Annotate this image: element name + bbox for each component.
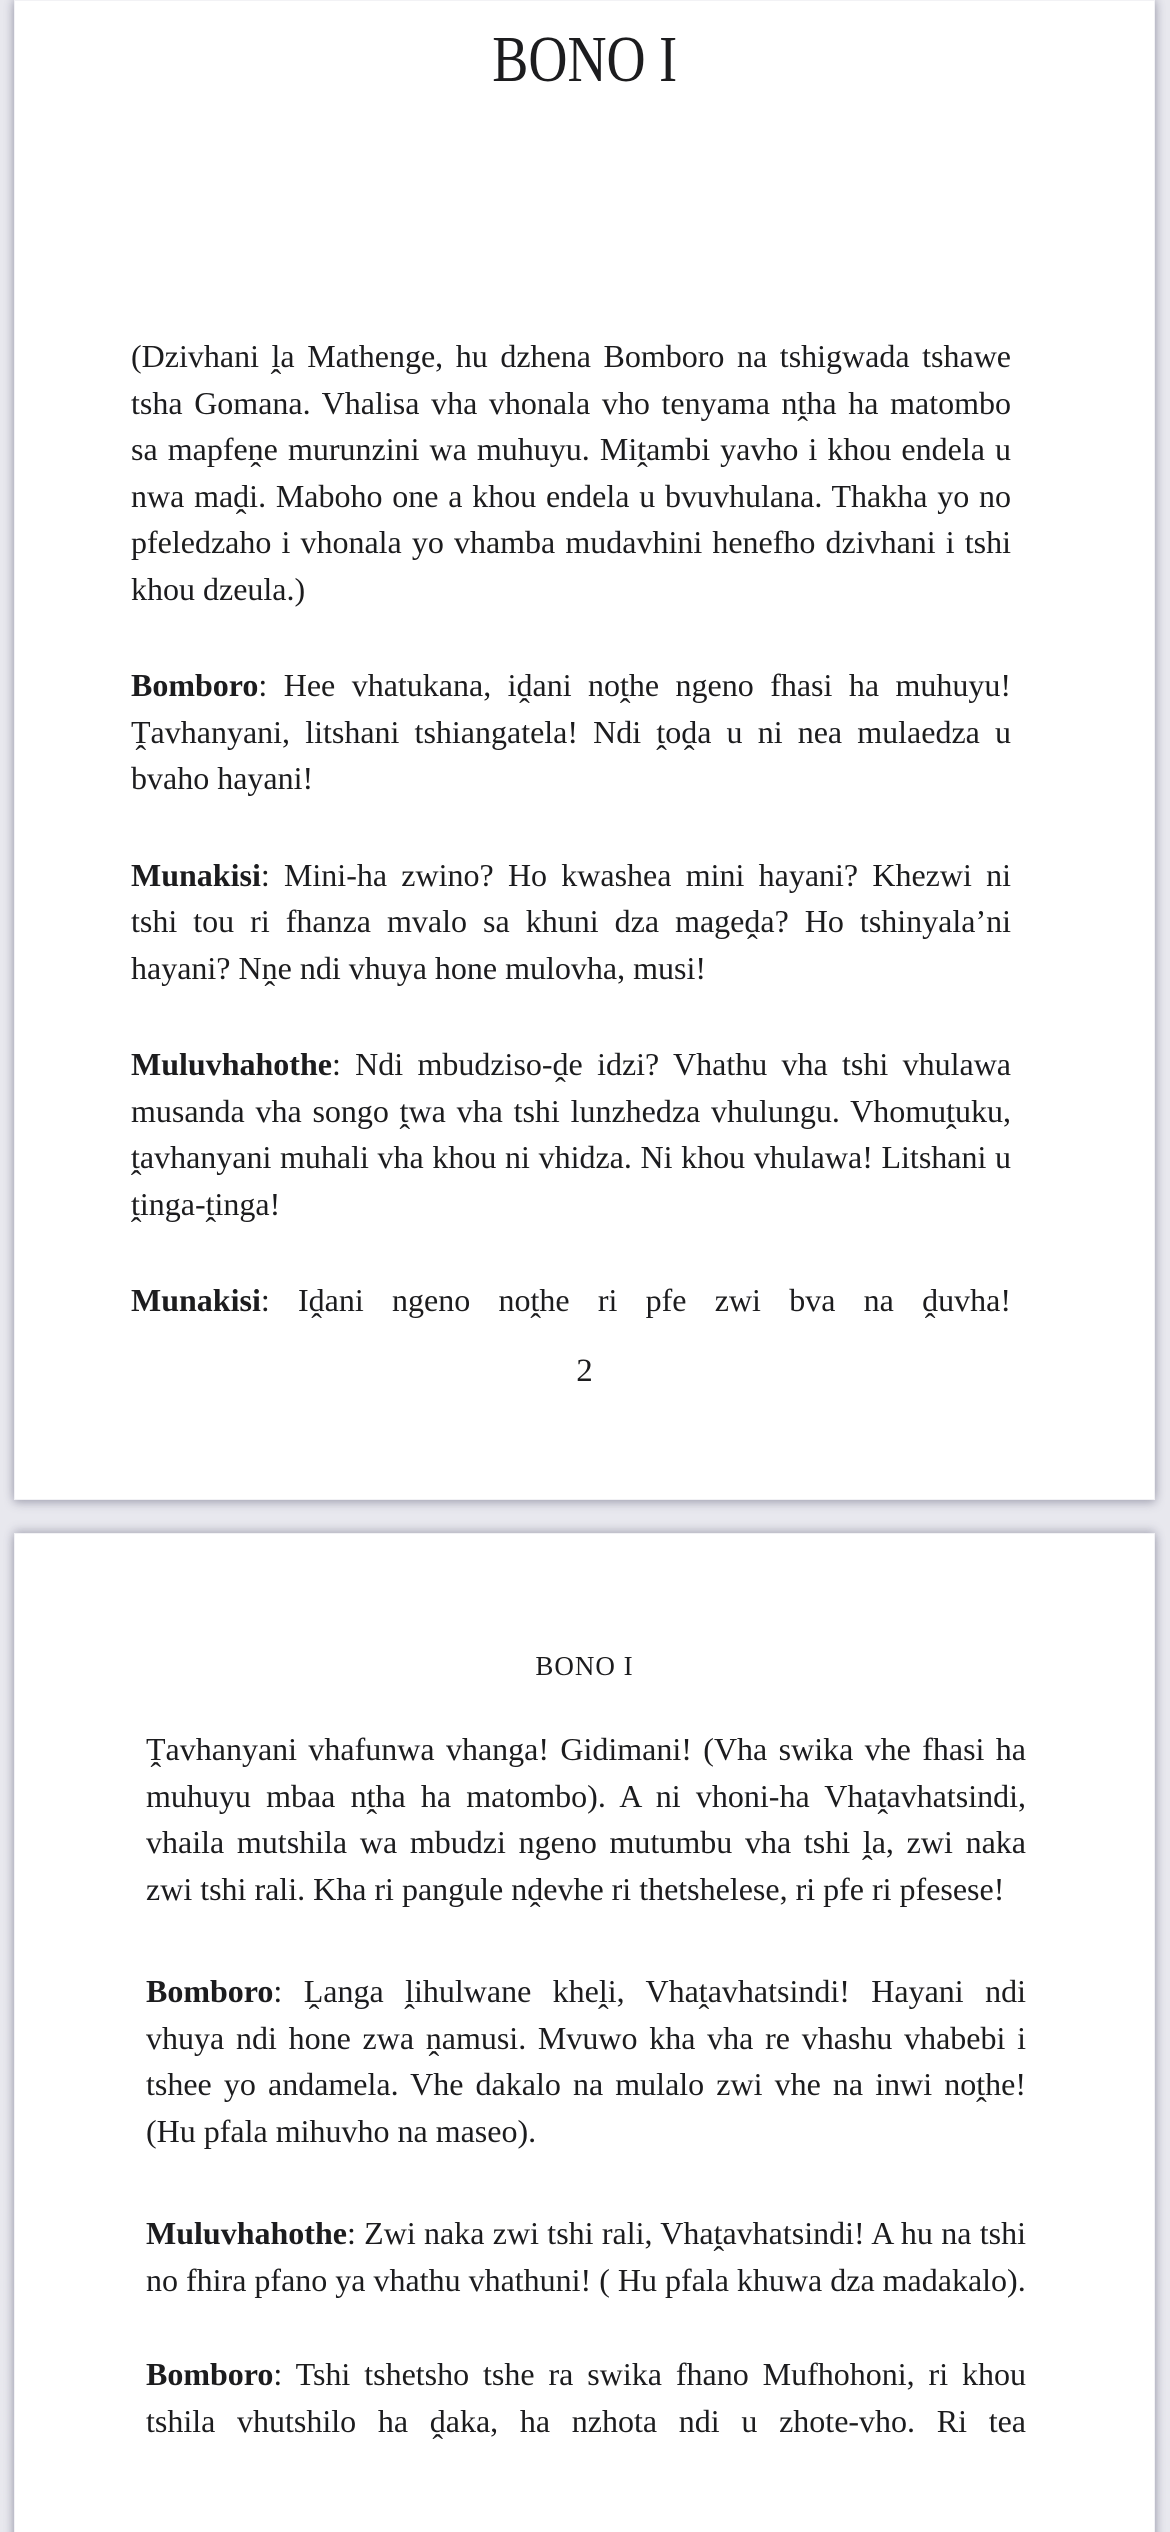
speaker-name: Munakisi <box>131 856 261 893</box>
dialogue-paragraph: Bomboro: Tshi tshetsho tshe ra swika fhano Mufhohoni, ri khou tshila vhutshilo ha ḓaka, ha nzhota ndi u zhote-vho. Ri tea <box>146 2356 1026 2439</box>
speaker-name: Bomboro <box>146 2356 274 2392</box>
dialogue-continuation-paragraph: Ṱavhanyani vhafunwa vhanga! Gidimani! (Vha swika vhe fhasi ha muhuyu mbaa nṱha ha matombo). A ni vhoni-ha Vhaṱavhatsindi, vhaila mutshila wa mbudzi ngeno mutumbu vha tshi ḽa, zwi naka zwi tshi rali. Kha ri pangule nḓevhe ri thetshelese, ri pfe ri pfesese! <box>146 1731 1026 1907</box>
speaker-name: Muluvhahothe <box>146 2215 347 2251</box>
dialogue-paragraph: Muluvhahothe: Zwi naka zwi tshi rali, Vhaṱavhatsindi! A hu na tshi no fhira pfano ya vhathu vhathuni! ( Hu pfala khuwa dza madakalo). <box>146 2215 1026 2298</box>
stage-direction-paragraph: (Dzivhani ḽa Mathenge, hu dzhena Bomboro na tshigwada tshawe tsha Gomana. Vhalisa vha vhonala vho tenyama nṱha ha matombo sa mapfeṋe murunzini wa muhuyu. Miṱambi yavho i khou endela u nwa maḓi. Maboho one a khou endela u bvuvhulana. Thakha yo no pfeledzaho i vhonala yo vhamba mudavhini henefho dzivhani i tshi khou dzeula.) <box>131 338 1011 607</box>
dialogue-paragraph: Munakisi: Iḓani ngeno noṱhe ri pfe zwi bva na ḓuvha! <box>131 1282 1011 1318</box>
speaker-name: Muluvhahothe <box>131 1046 332 1082</box>
page-number: 2 <box>576 1352 593 1389</box>
speaker-name: Munakisi <box>131 1282 261 1318</box>
speaker-name: Bomboro <box>131 667 259 703</box>
chapter-title: BONO I <box>492 23 677 96</box>
dialogue-paragraph: Muluvhahothe: Ndi mbudziso-ḓe idzi? Vhathu vha tshi vhulawa musanda vha songo ṱwa vha tshi lunzhedza vhulungu. Vhomuṱuku, ṱavhanyani muhali vha khou ni vhidza. Ni khou vhulawa! Litshani u ṱinga-ṱinga! <box>131 1046 1011 1222</box>
book-page-1 <box>14 0 1155 1500</box>
book-page-2 <box>14 1533 1155 2532</box>
dialogue-paragraph: Munakisi: Mini-ha zwino? Ho kwashea mini hayani? Khezwi ni tshi tou ri fhanza mvalo sa khuni dza mageḓa? Ho tshinyala’ni hayani? Nṋe ndi vhuya hone mulovha, musi! <box>131 856 1011 986</box>
speaker-name: Bomboro <box>146 1973 274 2009</box>
dialogue-paragraph: Bomboro: Ḽanga ḽihulwane kheḽi, Vhaṱavhatsindi! Hayani ndi vhuya ndi hone zwa ṋamusi. Mvuwo kha vha re vhashu vhabebi i tshee yo andamela. Vhe dakalo na mulalo zwi vhe na inwi noṱhe! (Hu pfala mihuvho na maseo). <box>146 1973 1026 2149</box>
dialogue-paragraph: Bomboro: Hee vhatukana, iḓani noṱhe ngeno fhasi ha muhuyu! Ṱavhanyani, litshani tshiangatela! Ndi ṱoḓa u ni nea mulaedza u bvaho hayani! <box>131 667 1011 796</box>
running-header: BONO I <box>535 1651 634 1681</box>
